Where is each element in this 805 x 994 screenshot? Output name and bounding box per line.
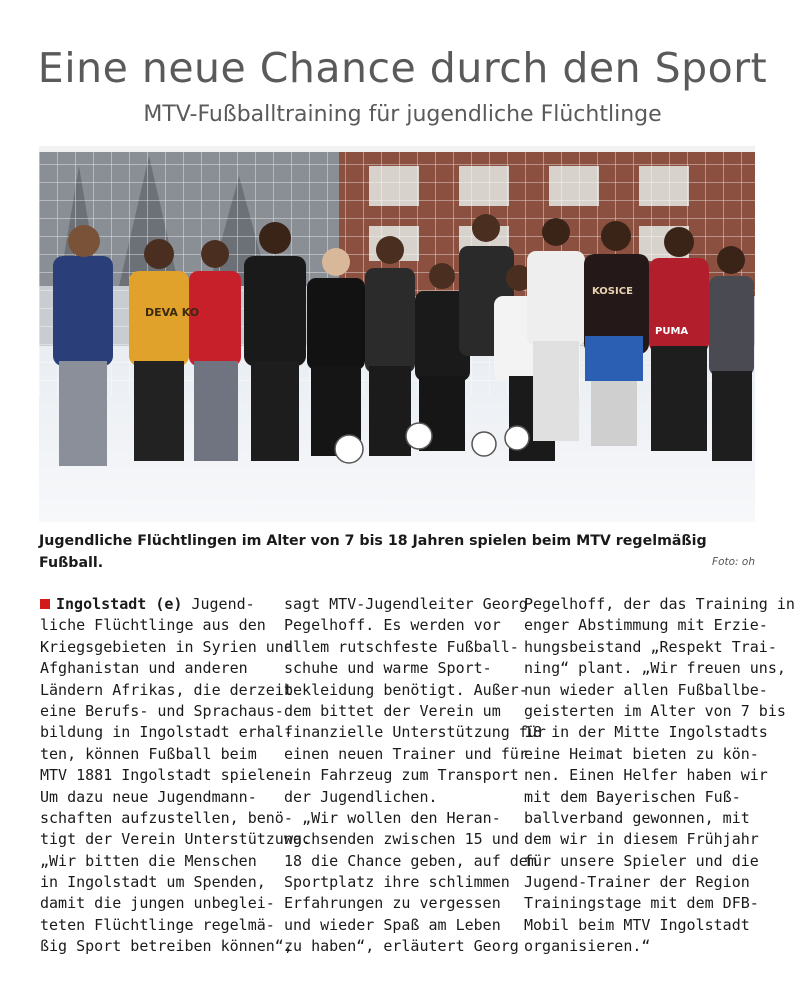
body-line: liche Flüchtlinge aus den <box>40 616 266 635</box>
body-line: ten, können Fußball beim <box>40 744 257 763</box>
shirt-label-2: PUMA <box>655 326 689 337</box>
body-line: 18 die Chance geben, auf dem <box>284 851 537 870</box>
body-line: Kriegsgebieten in Syrien und <box>40 637 293 656</box>
dateline: Ingolstadt (e) <box>56 595 183 613</box>
body-line: eine Berufs- und Sprachaus- <box>40 701 284 720</box>
body-line: mit dem Bayerischen Fuß- <box>524 787 741 806</box>
body-line: dem bittet der Verein um <box>284 701 501 720</box>
body-line: ning“ plant. „Wir freuen uns, <box>524 659 786 678</box>
team-photo-illustration <box>39 146 755 522</box>
body-line: ballverband gewonnen, mit <box>524 808 750 827</box>
headline: Eine neue Chance durch den Sport <box>37 44 768 92</box>
body-line: tigt der Verein Unterstützung. <box>40 830 311 849</box>
body-line: für unsere Spieler und die <box>524 851 759 870</box>
body-line: einen neuen Trainer und für <box>284 744 528 763</box>
photo-caption: Jugendliche Flüchtlingen im Alter von 7 bis 18 Jahren spielen beim MTV regelmäßig Fußball. <box>39 533 707 571</box>
body-line: enger Abstimmung mit Erzie- <box>524 616 768 635</box>
body-line: bildung in Ingolstadt erhal- <box>40 723 293 742</box>
body-line: ßig Sport betreiben können“, <box>40 937 293 956</box>
shirt-label-3: KOSICE <box>592 286 633 297</box>
body-line: sagt MTV-Jugendleiter Georg <box>284 595 528 613</box>
body-line: nun wieder allen Fußballbe- <box>524 680 768 699</box>
body-line: MTV 1881 Ingolstadt spielen. <box>40 766 293 785</box>
body-line: eine Heimat bieten zu kön- <box>524 744 759 763</box>
body-line: Sportplatz ihre schlimmen <box>284 873 510 892</box>
body-line: schuhe und warme Sport- <box>284 659 492 678</box>
subheadline: MTV-Fußballtraining für jugendliche Flüchtlinge <box>143 102 662 127</box>
body-line: Jugend-Trainer der Region <box>524 873 750 892</box>
body-line: bekleidung benötigt. Außer- <box>284 680 528 699</box>
body-column-2 <box>284 594 546 958</box>
body-line: hungsbeistand „Respekt Trai- <box>524 637 777 656</box>
body-line: schaften aufzustellen, benö- <box>40 808 293 827</box>
team-photo <box>39 146 755 522</box>
photo-credit: Foto: oh <box>712 556 755 568</box>
body-line: finanzielle Unterstützung für <box>284 723 546 742</box>
body-line: ein Fahrzeug zum Transport <box>284 766 519 785</box>
body-line: Afghanistan und anderen <box>40 659 248 678</box>
body-line: organisieren.“ <box>524 937 651 956</box>
body-line: damit die jungen unbeglei- <box>40 894 275 913</box>
body-line: zu haben“, erläutert Georg <box>284 937 519 956</box>
body-line: teten Flüchtlinge regelmä- <box>40 915 275 934</box>
body-line: der Jugendlichen. <box>284 787 438 806</box>
body-column-3 <box>524 594 795 958</box>
section-marker-icon <box>40 599 50 609</box>
body-line: Trainingstage mit dem DFB- <box>524 894 759 913</box>
body-line: geisterten im Alter von 7 bis <box>524 701 786 720</box>
body-line: Ländern Afrikas, die derzeit <box>40 680 293 699</box>
shirt-label-1: DEVA KO <box>145 306 200 319</box>
body-line: Erfahrungen zu vergessen <box>284 894 501 913</box>
body-line: dem wir in diesem Frühjahr <box>524 830 759 849</box>
body-column-1 <box>40 594 311 958</box>
body-line-text: Jugend- <box>182 595 255 613</box>
body-line: allem rutschfeste Fußball- <box>284 637 519 656</box>
body-line: „Wir wollen den Heran- <box>284 808 501 827</box>
body-line: Pegelhoff. Es werden vor <box>284 616 501 635</box>
body-line: Pegelhoff, der das Training in <box>524 595 795 613</box>
body-line: „Wir bitten die Menschen <box>40 851 257 870</box>
body-line: in Ingolstadt um Spenden, <box>40 873 266 892</box>
body-line: Um dazu neue Jugendmann- <box>40 787 257 806</box>
body-line: Mobil beim MTV Ingolstadt <box>524 915 750 934</box>
body-line <box>40 594 268 615</box>
body-line: 18 in der Mitte Ingolstadts <box>524 723 768 742</box>
body-line: und wieder Spaß am Leben <box>284 915 501 934</box>
body-line: nen. Einen Helfer haben wir <box>524 766 768 785</box>
body-line: wachsenden zwischen 15 und <box>284 830 519 849</box>
